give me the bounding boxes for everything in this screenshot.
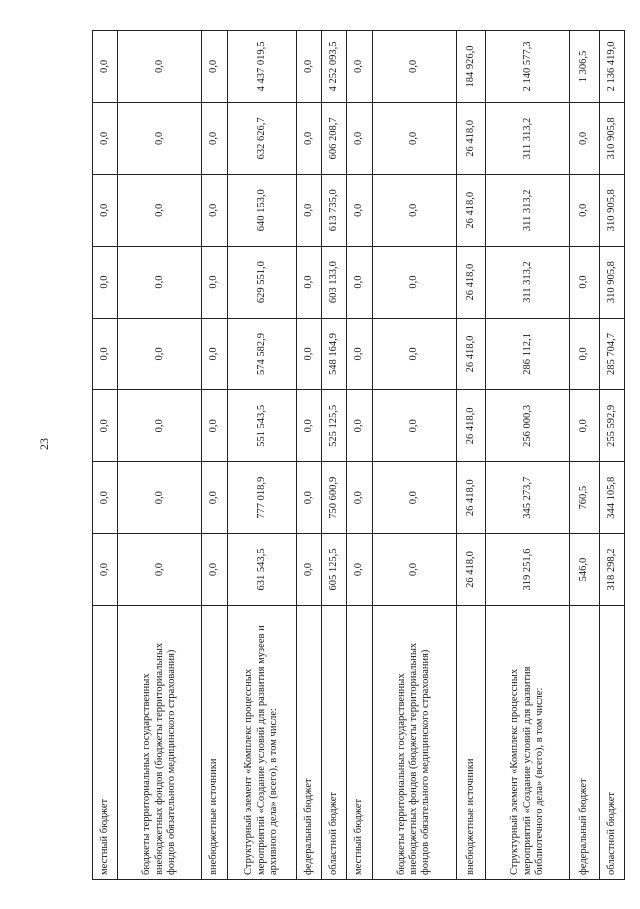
value-cell: 0,0 [296, 534, 321, 606]
value-cell: 0,0 [347, 31, 372, 103]
page-number: 23 [37, 438, 51, 450]
value-cell: 0,0 [118, 102, 202, 174]
value-cell: 0,0 [93, 31, 118, 103]
row-label: бюджеты территориальных государственных внебюджетных фондов (бюджеты территориальных фондов обязательного медицинского страхования) [118, 605, 202, 879]
value-cell: 0,0 [570, 390, 599, 462]
value-cell: 548 164,9 [322, 318, 347, 390]
value-cell: 574 582,9 [227, 318, 296, 390]
value-cell: 0,0 [93, 390, 118, 462]
value-cell: 310 905,8 [599, 102, 624, 174]
value-cell: 256 000,3 [486, 390, 570, 462]
row-label: федеральный бюджет [570, 605, 599, 879]
value-cell: 0,0 [372, 390, 456, 462]
table-row [202, 31, 227, 880]
value-cell: 0,0 [372, 318, 456, 390]
value-cell: 310 905,8 [599, 246, 624, 318]
value-cell: 0,0 [118, 462, 202, 534]
value-cell: 4 437 019,5 [227, 31, 296, 103]
value-cell: 0,0 [347, 318, 372, 390]
value-cell: 0,0 [372, 102, 456, 174]
value-cell: 0,0 [347, 390, 372, 462]
value-cell: 0,0 [296, 246, 321, 318]
value-cell: 0,0 [296, 31, 321, 103]
value-cell: 0,0 [570, 246, 599, 318]
value-cell: 0,0 [570, 318, 599, 390]
value-cell: 0,0 [372, 534, 456, 606]
row-label: местный бюджет [347, 605, 372, 879]
row-label: областной бюджет [322, 605, 347, 879]
row-label: внебюджетные источники [456, 605, 485, 879]
value-cell: 0,0 [347, 102, 372, 174]
value-cell: 760,5 [570, 462, 599, 534]
value-cell: 310 905,8 [599, 174, 624, 246]
table-row [93, 31, 118, 880]
table-row [486, 31, 570, 880]
value-cell: 0,0 [347, 246, 372, 318]
value-cell: 0,0 [202, 318, 227, 390]
table-row [347, 31, 372, 880]
value-cell: 546,0 [570, 534, 599, 606]
value-cell: 26 418,0 [456, 390, 485, 462]
value-cell: 0,0 [118, 318, 202, 390]
value-cell: 0,0 [372, 31, 456, 103]
value-cell: 1 306,5 [570, 31, 599, 103]
value-cell: 0,0 [202, 390, 227, 462]
value-cell: 0,0 [202, 534, 227, 606]
value-cell: 777 018,9 [227, 462, 296, 534]
table-row [227, 31, 296, 880]
table-row [456, 31, 485, 880]
value-cell: 26 418,0 [456, 246, 485, 318]
table-row [118, 31, 202, 880]
row-label: бюджеты территориальных государственных внебюджетных фондов (бюджеты территориальных фондов обязательного медицинского страхования) [372, 605, 456, 879]
value-cell: 0,0 [118, 174, 202, 246]
value-cell: 0,0 [118, 534, 202, 606]
value-cell: 0,0 [202, 246, 227, 318]
value-cell: 0,0 [202, 462, 227, 534]
value-cell: 344 105,8 [599, 462, 624, 534]
value-cell: 0,0 [118, 390, 202, 462]
value-cell: 0,0 [296, 390, 321, 462]
value-cell: 631 543,5 [227, 534, 296, 606]
value-cell: 750 600,9 [322, 462, 347, 534]
value-cell: 525 125,5 [322, 390, 347, 462]
value-cell: 0,0 [347, 534, 372, 606]
value-cell: 606 208,7 [322, 102, 347, 174]
row-label: местный бюджет [93, 605, 118, 879]
value-cell: 286 112,1 [486, 318, 570, 390]
value-cell: 629 551,0 [227, 246, 296, 318]
value-cell: 0,0 [202, 102, 227, 174]
value-cell: 311 313,2 [486, 174, 570, 246]
value-cell: 551 543,5 [227, 390, 296, 462]
value-cell: 26 418,0 [456, 462, 485, 534]
value-cell: 603 133,0 [322, 246, 347, 318]
value-cell: 319 251,6 [486, 534, 570, 606]
value-cell: 0,0 [372, 174, 456, 246]
value-cell: 26 418,0 [456, 534, 485, 606]
budget-table [92, 30, 625, 880]
value-cell: 0,0 [296, 462, 321, 534]
value-cell: 613 735,0 [322, 174, 347, 246]
row-label: Структурный элемент «Комплекс процессных мероприятий «Создание условий для развития библиотечного дела» (всего), в том числе: [486, 605, 570, 879]
value-cell: 0,0 [118, 31, 202, 103]
value-cell: 0,0 [372, 462, 456, 534]
value-cell: 4 252 093,5 [322, 31, 347, 103]
value-cell: 2 136 419,0 [599, 31, 624, 103]
value-cell: 632 626,7 [227, 102, 296, 174]
value-cell: 345 273,7 [486, 462, 570, 534]
value-cell: 0,0 [93, 462, 118, 534]
value-cell: 184 926,0 [456, 31, 485, 103]
value-cell: 0,0 [296, 174, 321, 246]
row-label: областной бюджет [599, 605, 624, 879]
row-label: внебюджетные источники [202, 605, 227, 879]
value-cell: 0,0 [93, 534, 118, 606]
budget-table-body [93, 31, 625, 880]
value-cell: 26 418,0 [456, 174, 485, 246]
row-label: федеральный бюджет [296, 605, 321, 879]
value-cell: 0,0 [93, 102, 118, 174]
table-row [372, 31, 456, 880]
value-cell: 0,0 [93, 246, 118, 318]
table-row [570, 31, 599, 880]
value-cell: 26 418,0 [456, 318, 485, 390]
value-cell: 0,0 [93, 174, 118, 246]
value-cell: 2 140 577,3 [486, 31, 570, 103]
value-cell: 0,0 [570, 102, 599, 174]
value-cell: 605 125,5 [322, 534, 347, 606]
value-cell: 640 153,0 [227, 174, 296, 246]
value-cell: 0,0 [202, 31, 227, 103]
value-cell: 255 592,9 [599, 390, 624, 462]
budget-table-container [92, 30, 625, 880]
value-cell: 0,0 [570, 174, 599, 246]
value-cell: 318 298,2 [599, 534, 624, 606]
value-cell: 26 418,0 [456, 102, 485, 174]
value-cell: 0,0 [347, 174, 372, 246]
value-cell: 0,0 [296, 102, 321, 174]
value-cell: 311 313,2 [486, 246, 570, 318]
value-cell: 311 313,2 [486, 102, 570, 174]
value-cell: 0,0 [93, 318, 118, 390]
value-cell: 0,0 [202, 174, 227, 246]
value-cell: 0,0 [347, 462, 372, 534]
value-cell: 0,0 [296, 318, 321, 390]
value-cell: 285 704,7 [599, 318, 624, 390]
row-label: Структурный элемент «Комплекс процессных мероприятий «Создание условий для развития музеев и архивного дела» (всего), в том числе: [227, 605, 296, 879]
value-cell: 0,0 [118, 246, 202, 318]
table-row [322, 31, 347, 880]
value-cell: 0,0 [372, 246, 456, 318]
table-row [296, 31, 321, 880]
table-row [599, 31, 624, 880]
